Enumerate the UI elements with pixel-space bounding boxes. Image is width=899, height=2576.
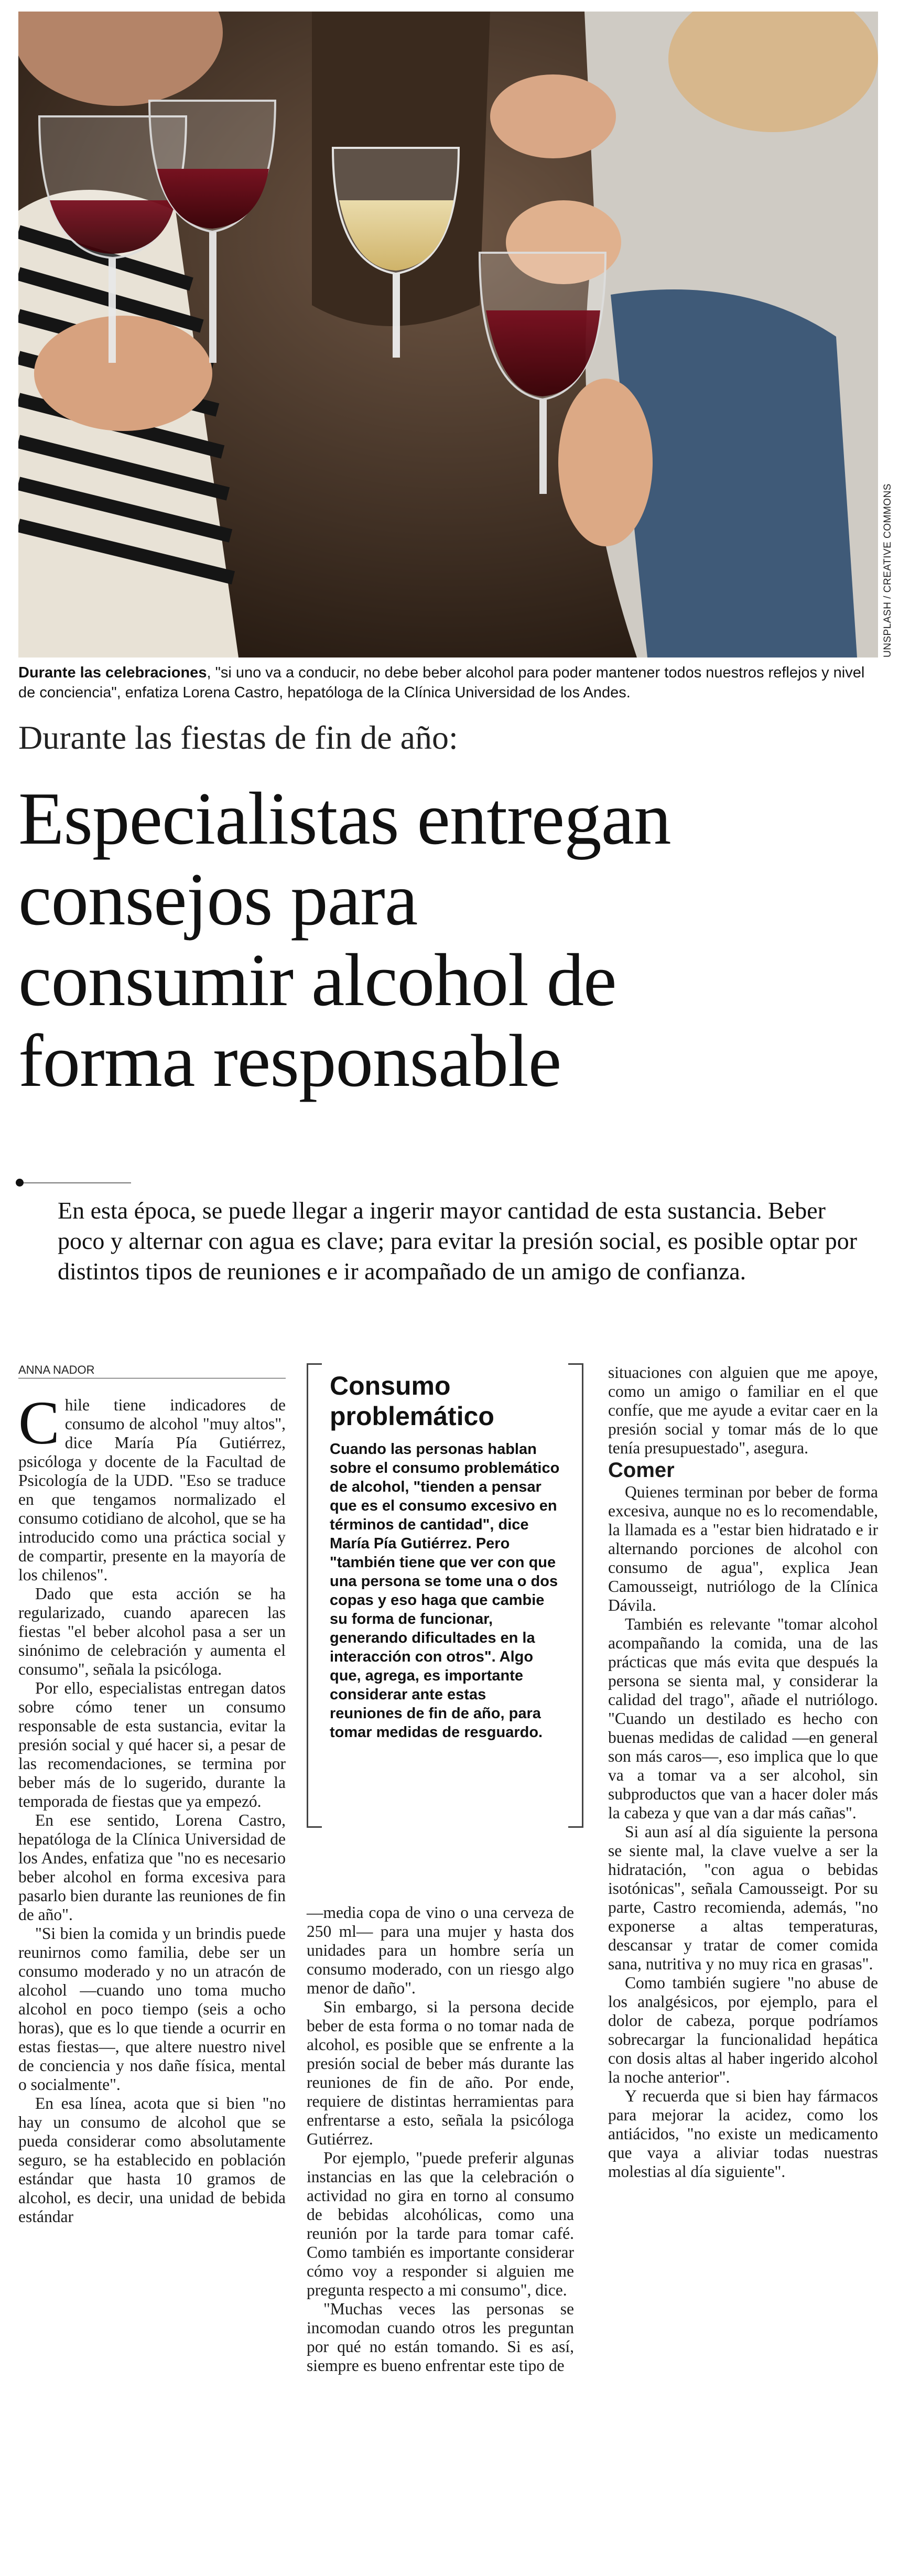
photo-credit: UNSPLASH / CREATIVE COMMONS <box>882 483 893 658</box>
lead-paragraph: En esta época, se puede llegar a ingerir mayor cantidad de esta sustancia. Beber poco y alternar con agua es clave; para evitar la presión social, es posible optar por distintos tipos de reuniones e ir acompañado de un amigo de confianza. <box>58 1197 858 1285</box>
caption-lead: Durante las celebraciones <box>18 664 207 681</box>
headline-line-1: Especialistas entregan <box>18 777 671 860</box>
bracket-left <box>307 1363 322 1828</box>
paragraph: Quienes terminan por beber de forma excesiva, aunque no es lo recomendable, la llamada es a "estar bien hidratado e ir alternando porciones de alcohol con consumo de agua", explica Jean Camousseigt, nutriólogo de la Clínica Dávila. <box>608 1483 878 1614</box>
sidebar-text: Cuando las personas hablan sobre el consumo problemático de alcohol, "tienden a pensar que es el consumo excesivo en términos de cantidad", dice María Pía Gutiérrez. Pero "también tiene que ver con que una persona se tome una o dos copas y eso haga que cambie su forma de funcionar, generando dificultades en la interacción con otros". Algo que, agrega, es importante considerar ante estas reuniones de fin de año, para tomar medidas de resguardo. <box>330 1441 560 1741</box>
column-2 <box>307 1903 574 2375</box>
caption-text: , "si uno va a conducir, no debe beber alcohol para poder mantener todos nuestros reflejos y nivel de conciencia", enfatiza Lorena Castro, hepatóloga de la Clínica Universidad de los Andes. <box>18 664 865 701</box>
paragraph <box>18 1388 286 1585</box>
sidebar-title: Consumo problemático <box>330 1371 494 1431</box>
column-1 <box>18 1388 286 2226</box>
photo-caption <box>18 663 878 703</box>
headline-line-3: consumir alcohol de <box>18 939 616 1021</box>
paragraph: Y recuerda que si bien hay fármacos para mejorar la acidez, como los antiácidos, "no existe un medicamento que vaya a aliviar todas nuestras molestias al día siguiente". <box>608 2087 878 2181</box>
headline-line-4: forma responsable <box>18 1019 561 1102</box>
toast-illustration <box>18 12 878 658</box>
kicker: Durante las fiestas de fin de año: <box>18 719 458 756</box>
column-3 <box>608 1363 878 2181</box>
paragraph-text: hile tiene indicadores de consumo de alcohol "muy altos", dice María Pía Gutiérrez, psicóloga y docente de la Facultad de Psicología de la UDD. "Eso se traduce en que tengamos normalizado el consumo cotidiano de alcohol, que se ha introducido como una práctica social y de compartir, presente en la mayoría de los chilenos". <box>18 1396 286 1584</box>
paragraph: Dado que esta acción se ha regularizado, cuando aparecen las fiestas "el beber alcohol pasa a ser un sinónimo de celebración y aumenta el consumo", señala la psicóloga. <box>18 1585 286 1678</box>
article-photo <box>18 12 878 658</box>
paragraph: "Si bien la comida y un brindis puede reunirnos como familia, debe ser un consumo moderado y no un atracón de alcohol —cuando uno toma mucho alcohol en poco tiempo (seis a ocho horas), que es lo que tiende a ocurrir en estas fiestas—, que altere nuestro nivel de conciencia y nos dañe física, mental o socialmente". <box>18 1924 286 2094</box>
byline: ANNA NADOR <box>18 1363 95 1376</box>
paragraph: Por ello, especialistas entregan datos sobre cómo tener un consumo responsable de esta sustancia, evitar la presión social y qué hacer si, a pesar de las recomendaciones, se termina por beber más de lo sugerido, durante la temporada de fiestas que ya empezó. <box>18 1679 286 1810</box>
paragraph: Sin embargo, si la persona decide beber de esta forma o no tomar nada de alcohol, es posible que se enfrente a la presión social de beber más durante las reuniones de fin de año. Por ende, requiere de distintas herramientas para enfrentarse a esto, señala la psicóloga Gutiérrez. <box>307 1998 574 2148</box>
paragraph: Por ejemplo, "puede preferir algunas instancias en las que la celebración o actividad no gira en torno al consumo de bebidas alcohólicas, como una reunión por la tarde para tomar café. Como también es importante considerar cómo voy a responder si alguien me pregunta respecto a mi consumo", dice. <box>307 2149 574 2299</box>
paragraph: "Muchas veces las personas se incomodan cuando otros les preguntan por qué no están tomando. Si es así, siempre es bueno enfrentar este tipo de <box>307 2300 574 2375</box>
headline <box>18 778 878 1101</box>
headline-line-2: consejos para <box>18 858 418 941</box>
sidebar-box <box>307 1363 583 1825</box>
drop-cap: C <box>18 1388 60 1457</box>
lead-bullet <box>16 1179 24 1187</box>
paragraph: situaciones con alguien que me apoye, como un amigo o familiar en el que confíe, que me ayude a evitar caer en la presión social y tomar más de lo que tenía presupuestado", asegura. <box>608 1363 878 1457</box>
paragraph: —media copa de vino o una cerveza de 250 ml— para una mujer y hasta dos unidades para un hombre sería un consumo moderado, con un riesgo algo menor de daño". <box>307 1903 574 1997</box>
bracket-right <box>568 1363 583 1828</box>
section-subhead: Comer <box>608 1459 675 1482</box>
paragraph: También es relevante "tomar alcohol acompañando la comida, una de las prácticas que más evita que después la persona se sienta mal, y considerar la calidad del trago", añade el nutriólogo. "Cuando un destilado es hecho con buenas medidas de calidad —en general son más caros—, eso implica que lo que va a tomar va a ser alcohol, sin subproductos que van a hacer doler más la cabeza y que van a dar más cañas". <box>608 1615 878 1822</box>
paragraph: En esa línea, acota que si bien "no hay un consumo de alcohol que se pueda considerar como absolutamente seguro, se ha establecido en población estándar que hasta 10 gramos de alcohol, es decir, una unidad de bebida estándar <box>18 2094 286 2226</box>
paragraph: Como también sugiere "no abuse de los analgésicos, por ejemplo, para el dolor de cabeza, porque podríamos sobrecargar la funcionalidad hepática con dosis altas al haber ingerido alcohol la noche anterior". <box>608 1974 878 2086</box>
lead-rule <box>18 1182 131 1183</box>
paragraph: En ese sentido, Lorena Castro, hepatóloga de la Clínica Universidad de los Andes, enfatiza que "no es necesario beber alcohol en forma excesiva para pasarlo bien durante las reuniones de fin de año". <box>18 1811 286 1924</box>
paragraph: Si aun así al día siguiente la persona se siente mal, la clave vuelve a ser la hidratación, "con agua o bebidas isotónicas", señala Camousseigt. Por su parte, Castro recomienda, además, "no exponerse a altas temperaturas, descansar y tratar de comer comida sana, nutritiva y no muy rica en grasas". <box>608 1823 878 1973</box>
